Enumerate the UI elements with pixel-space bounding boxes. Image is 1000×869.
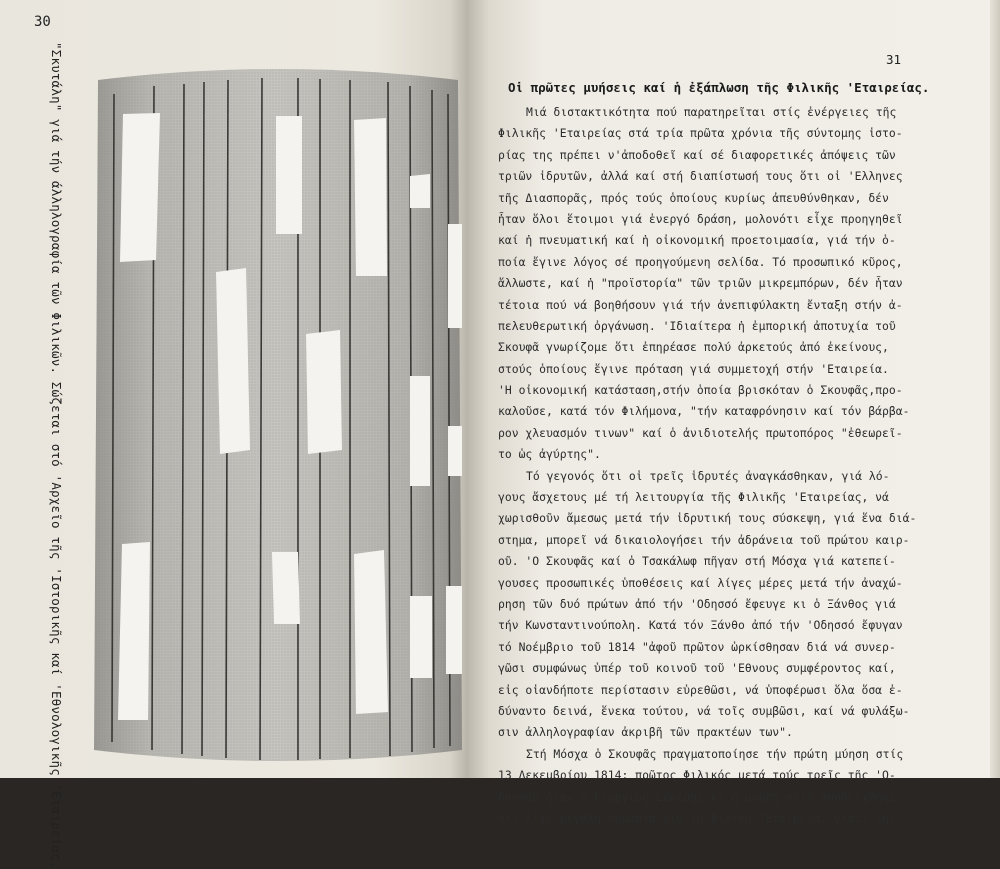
- text-line: στούς ὁποίους ἔγινε πρόταση γιά συμμετοχή στήν 'Εταιρεία.: [498, 361, 889, 376]
- text-line: ἄλλωστε, καί ἡ "προϊστορία" τῶν τριῶν μικρεμπόρων, δέν ἦταν: [498, 276, 903, 291]
- text-line: τριῶν ἱδρυτῶν, ἀλλά καί στή διαπίστωσή τους ὅτι οἱ 'Ελληνες: [498, 169, 903, 184]
- text-line: Στή Μόσχα ὁ Σκουφᾶς πραγματοποίησε τήν πρώτη μύηση στίς: [526, 746, 904, 761]
- text-line: δησσοῦ ἦταν ὁ Γεώργιος Σέκερης κι ἡ μύηση αὐτή ἀποδείχθηκε: [498, 789, 896, 804]
- body-text: [498, 102, 968, 829]
- text-line: τέτοια πού νά βοηθήσουν γιά τήν ἀνεπιφύλακτη ἔνταξη στήν ἀ-: [498, 297, 903, 312]
- left-page: [0, 0, 468, 869]
- page-edge: [990, 0, 1000, 778]
- text-line: ρον χλευασμόν τινων" καί ὁ ἀνιδιοτελής πρωτοπόρος "ἐθεωρεῖ-: [498, 425, 903, 440]
- text-line: 13 Δεκεμβρίου 1814: πρῶτος Φιλικός μετά τούς τρεῖς τῆς 'Ο-: [498, 768, 896, 783]
- text-line: 'Η οἰκονομική κατάσταση,στήν ὁποία βρισκόταν ὁ Σκουφᾶς,προ-: [498, 383, 903, 398]
- scytale-photograph: [92, 66, 464, 764]
- text-line: ποία ἔγινε λόγος σέ προηγούμενη σελίδα. Τό προσωπικό κῦρος,: [498, 254, 903, 269]
- text-line: τό Νοέμβριο τοῦ 1814 "ἀφοῦ πρῶτον ὡρκίσθησαν διά νά συνερ-: [498, 639, 896, 654]
- page-number-right: 31: [886, 52, 902, 67]
- text-line: σιν ἀλληλογραφίαν ἀκριβῆ τῶν πρακτέων των".: [498, 725, 793, 740]
- text-line: εἰς οἱανδήποτε περίστασιν εὑρεθῶσι, νά ὑποφέρωσι ὅλα ὅσα ἐ-: [498, 682, 903, 697]
- text-line: στημα, μπορεῖ νά δικαιολογήσει τήν ἀδράνεια τοῦ πρώτου καιρ-: [498, 532, 910, 547]
- text-line: Φιλικῆς 'Εταιρείας στά τρία πρῶτα χρόνια τῆς σύντομης ἱστο-: [498, 126, 903, 141]
- text-line: γους ἄσχετους μέ τή λειτουργία τῆς Φιλικῆς 'Εταιρείας, νά: [498, 490, 889, 505]
- text-line: ὅτι εἶχε μεγάλη σημασία γιά τή Φιλική 'Εταιρεία, γιατί τήν: [498, 810, 896, 825]
- text-line: καί ἡ πνευματική καί ἡ οἰκονομική προετοιμασία, γιά τήν ὁ-: [498, 233, 896, 248]
- text-line: γῶσι συμφώνως ὑπέρ τοῦ κοινοῦ τοῦ 'Εθνους συμφέροντος καί,: [498, 661, 896, 676]
- text-line: δύναντο δεινά, ἕνεκα τούτου, νά τοῖς συμβῶσι, καί νά φυλάξω-: [498, 703, 910, 718]
- text-line: τήν Κωνσταντινούπολη. Κατά τόν Ξάνθο ἀπό τήν 'Οδησσό ἔφυγαν: [498, 618, 903, 633]
- chapter-title: Οἱ πρῶτες μυήσεις καί ἡ ἐξάπλωση τῆς Φιλικῆς 'Εταιρείας.: [508, 80, 930, 95]
- text-line: πελευθερωτική ὀργάνωση. 'Ιδιαίτερα ἡ ἐμπορική ἀποτυχία τοῦ: [498, 318, 896, 333]
- page-number-left: 30: [34, 14, 51, 30]
- text-line: το ὡς ἀγύρτης".: [498, 447, 601, 462]
- text-line: ρηση τῶν δυό πρώτων ἀπό τήν 'Οδησσό ἔφευγε κι ὁ Ξάνθος γιά: [498, 596, 896, 611]
- text-line: γουσες προσωπικές ὑποθέσεις καί λίγες μέρες μετά τήν ἀναχώ-: [498, 575, 903, 590]
- text-line: ρίας της πρέπει ν'ἀποδοθεῖ καί σέ διαφορετικές ἀπόψεις τῶν: [498, 147, 896, 162]
- text-line: Μιά διστακτικότητα πού παρατηρεῖται στίς ἐνέργειες τῆς: [526, 105, 897, 119]
- text-line: οῦ. 'Ο Σκουφᾶς καί ὁ Τσακάλωφ πῆγαν στή Μόσχα γιά κατεπεί-: [498, 554, 896, 569]
- text-line: τῆς Διασπορᾶς, πρός τούς ὁποίους κυρίως ἀπευθύνθηκαν, δέν: [498, 190, 889, 205]
- right-page: [468, 0, 1000, 825]
- figure-caption: "Σκυτάλη" γιά τήν άλληλογραφία τῶν Φιλικῶν. Σώζεται στό 'Αρχεῖο τῆς 'Ιστορικῆς καί 'Εθνολογικῆς 'Εταιρείας.: [49, 42, 64, 869]
- text-line: ἦταν ὅλοι ἕτοιμοι γιά ἐνεργό δράση, μολονότι εἶχε προηγηθεῖ: [498, 211, 903, 226]
- text-line: καλοῦσε, κατά τόν Φιλήμονα, "τήν καταφρόνησιν καί τόν βάρβα-: [498, 404, 910, 419]
- text-line: Σκουφᾶ γνωρίζομε ὅτι ἐπηρέασε πολύ ἀρκετούς ἀπό ἐκείνους,: [498, 340, 889, 355]
- text-line: χωρισθοῦν ἄμεσως μετά τήν ἱδρυτική τους σύσκεψη, γιά ἕνα διά-: [498, 511, 917, 526]
- text-line: Τό γεγονός ὅτι οἱ τρεῖς ἱδρυτές ἀναγκάσθηκαν, γιά λό-: [526, 468, 890, 483]
